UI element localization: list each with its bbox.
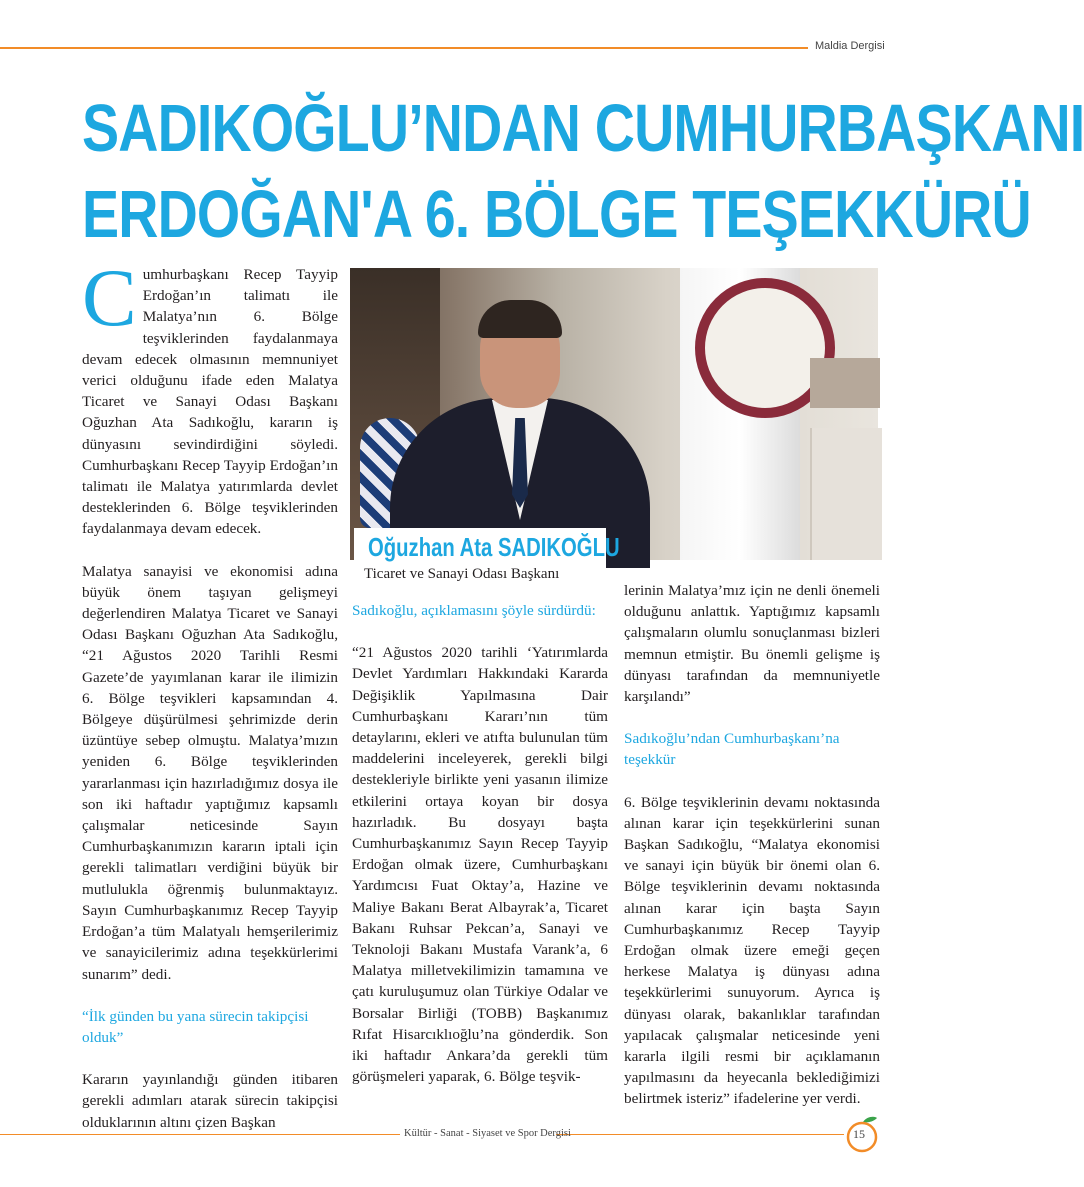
paragraph-5: lerinin Malatya’mız için ne denli önemeli olduğunu anlattık. Yaptığımız kapsamlı çalışmaların olumlu sonuçlanması bizleri memnun etmiştir. Bu önemli gelişme iş dünyası tarafından da memnuniyetle karşılandı”	[624, 582, 880, 706]
column-3	[624, 580, 880, 1110]
subheading-3: Sadıkoğlu’ndan Cumhurbaşkanı’na teşekkür	[624, 730, 840, 769]
magazine-name: Maldia Dergisi	[815, 40, 885, 52]
footer-rule-left	[0, 1134, 400, 1135]
article-title	[82, 86, 1084, 258]
title-line-2: ERDOĞAN'A 6. BÖLGE TEŞEKKÜRÜ	[82, 177, 1031, 252]
portrait-photo	[350, 268, 878, 560]
header-rule	[0, 47, 808, 49]
paragraph-1: Cumhurbaşkanı Recep Tayyip Erdoğan’ın talimatı ile Malatya’nın 6. Bölge teşviklerinden faydalanmaya devam edecek olmasının memnuniyet verici olduğunu ifade eden Malatya Ticaret ve Sanayi Odası Başkanı Oğuzhan Ata Sadıkoğlu, kararın iş dünyasını sevindirdiğini söyledi. Cumhurbaşkanı Recep Tayyip Erdoğan’ın talimatı ile Malatya yatırımlarda devlet desteklerinden 6. Bölge teşviklerinden faydalanmaya devam edecek.	[82, 252, 338, 538]
page-number: 15	[853, 1127, 865, 1141]
drop-cap: C	[82, 252, 137, 343]
column-1	[82, 252, 338, 1133]
title-line-1: SADIKOĞLU’NDAN CUMHURBAŞKANI	[82, 91, 1084, 166]
subheading-1: “İlk günden bu yana sürecin takipçisi olduk”	[82, 1007, 309, 1046]
caption-name: Oğuzhan Ata SADIKOĞLU	[368, 532, 620, 562]
paragraph-3: Kararın yayınlandığı günden itibaren gerekli adımları atarak sürecin takipçisi olduklarının altını çizen Başkan	[82, 1071, 338, 1131]
footer-rule-right	[556, 1134, 844, 1135]
wall-frames	[810, 358, 880, 408]
paragraph-2: Malatya sanayisi ve ekonomisi adına büyük önem taşıyan gelişmeyi değerlendiren Malatya Ticaret ve Sanayi Odası Başkanı Oğuzhan Ata Sadıkoğlu, “21 Ağustos 2020 Tarihli Resmi Gazete’de yayımlanan karar ile ilimizin 6. Bölge teşvikleri kapsamından 4. Bölgeye düşürülmesi şehrimizde derin üzüntüye sebep olmuştu. Malatya’mızın yeniden 6. Bölge teşviklerinden yararlanması için hazırladığımız dosya ile son iki haftadır yaptığımız kapsamlı çalışmalar neticesinde Sayın Cumhurbaşkanımızın kararın iptali için gerekli talimatları verdiğini büyük bir mutlulukla öğrenmiş bulunmaktayız. Sayın Cumhurbaşkanımız Recep Tayyip Erdoğan’a tüm Malatyalı hemşerilerimiz ve sanayicilerimiz adına teşekkürlerimi sunarım” dedi.	[82, 562, 338, 983]
cabinet	[810, 428, 882, 560]
footer-tagline: Kültür - Sanat - Siyaset ve Spor Dergisi	[404, 1128, 571, 1139]
subheading-2: Sadıkoğlu, açıklamasını şöyle sürdürdü:	[352, 602, 596, 619]
paragraph-6: 6. Bölge teşviklerinin devamı noktasında alınan karar için teşekkürlerini sunan Başkan Sadıkoğlu, “Malatya ekonomisi ve sanayi için büyük bir önemi olan 6. Bölge teşviklerinin devamı noktasında alınan karar için başta Sayın Cumhurbaşkanımız Recep Tayyip Erdoğan olmak üzere emeği geçen herkese Malatya iş dünyası adına teşekkürlerimi sunuyorum. Ayrıca iş dünyası olarak, bakanlıklar tarafından yapılacak çalışmalar neticesinde yeni kararla ilgili resmi bir açıklamanın yapılmasını da heyecanla beklediğimizi belirtmek isteriz” ifadelerine yer verdi.	[624, 793, 880, 1108]
person-hair	[478, 300, 562, 338]
caption-role: Ticaret ve Sanayi Odası Başkanı	[364, 566, 560, 582]
column-2	[352, 600, 608, 1087]
paragraph-4: “21 Ağustos 2020 tarihli ‘Yatırımlarda Devlet Yardımları Hakkındaki Kararda Değişiklik Yapılmasına Dair Cumhurbaşkanı Kararı’nın tüm detaylarını, ekleri ve atıfta bulunulan tüm maddelerini inceleyerek, gerekli bilgi destekleriyle birlikte yeni yasanın ilimize etkilerini ortaya koyan bir dosya hazırladık. Bu dosyayı başta Cumhurbaşkanımız Sayın Recep Tayyip Erdoğan olmak üzere, Cumhurbaşkanı Yardımcısı Fuat Oktay’a, Hazine ve Maliye Bakanı Berat Albayrak’a, Ticaret Bakanı Ruhsar Pekcan’a, Sanayi ve Teknoloji Bakanı Mustafa Varank’a, 6 Malatya milletvekilimizin tamamına ve çatı kuruluşumuz olan Türkiye Odalar ve Borsalar Birliği (TOBB) Başkanımız Rıfat Hisarcıklıoğlu’na gönderdik. Son iki haftadır Ankara’da gerekli tüm görüşmeleri yaparak, 6. Bölge teşvik-	[352, 644, 608, 1086]
